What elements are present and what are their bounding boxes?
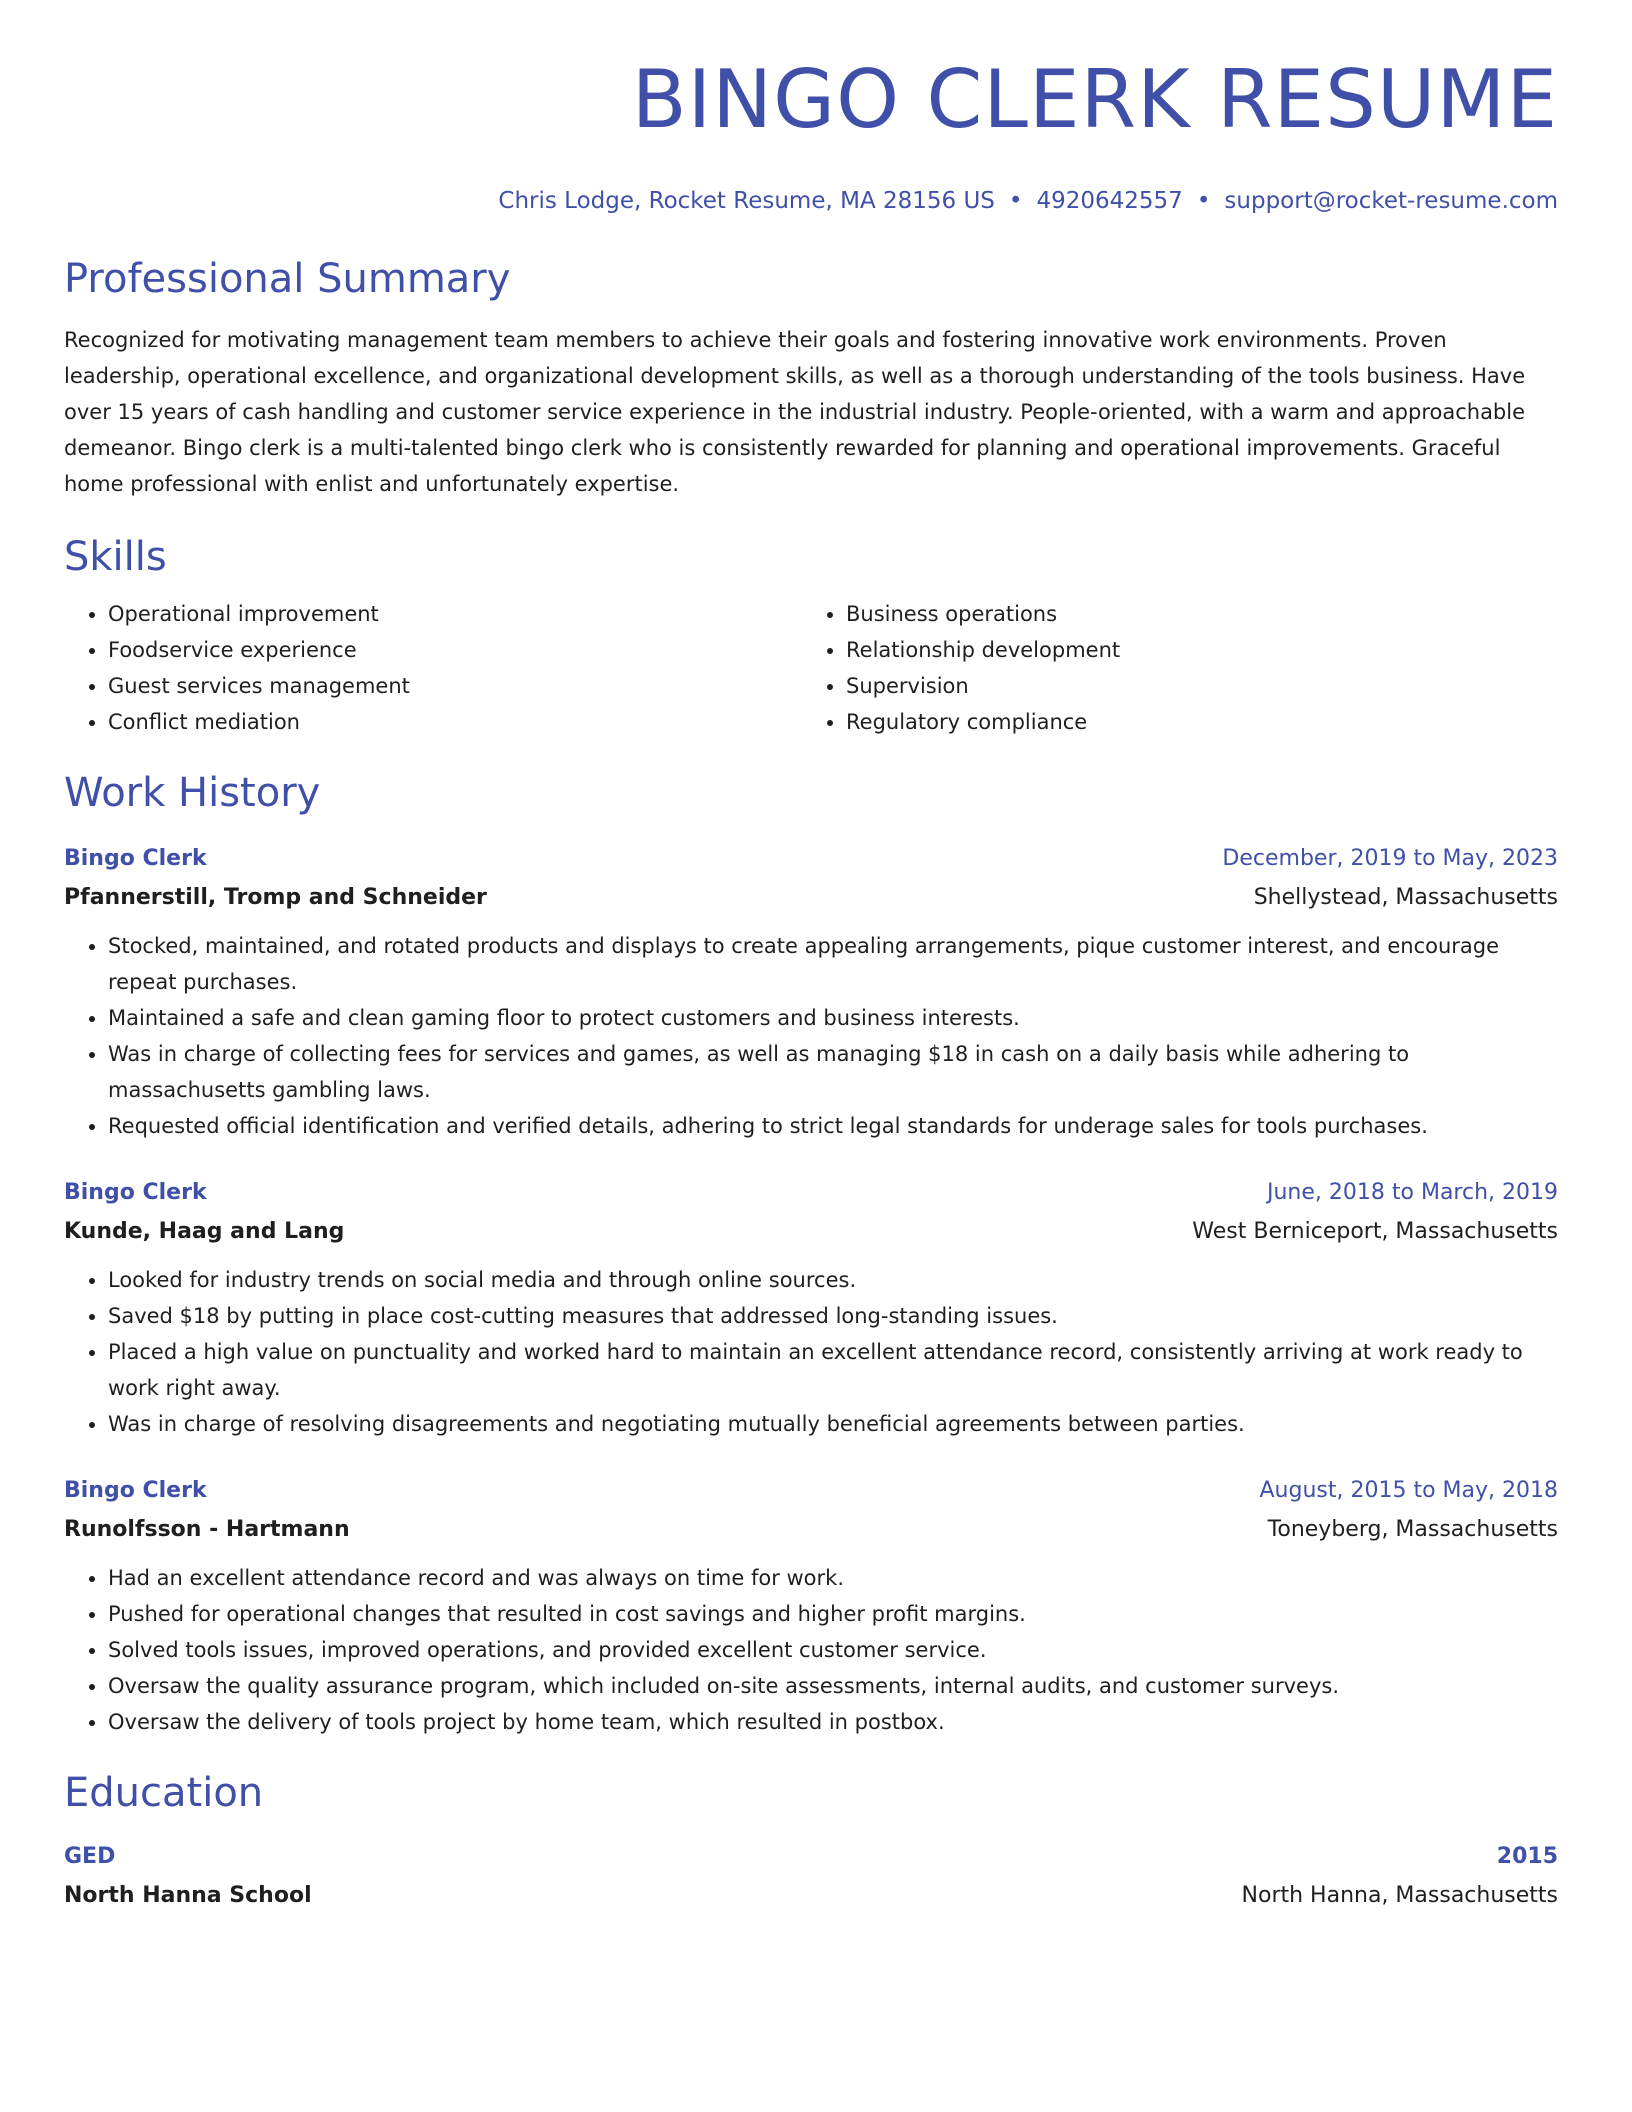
job-title-row xyxy=(64,1472,1558,1510)
job-bullets xyxy=(64,1262,1558,1442)
education-year: 2015 xyxy=(1496,1844,1558,1869)
job-bullet: • Saved $18 by putting in place cost-cutting measures that addressed long-standing issues. xyxy=(108,1298,1558,1334)
education-location: North Hanna, Massachusetts xyxy=(1241,1883,1558,1908)
job-title: Bingo Clerk xyxy=(64,1180,207,1205)
job-bullets xyxy=(64,928,1558,1144)
job-company-row xyxy=(64,878,1558,918)
education-degree-row xyxy=(64,1838,1558,1876)
job-location: Shellystead, Massachusetts xyxy=(1253,885,1558,910)
job-bullet: • Requested official identification and verified details, adhering to strict legal standards for underage sales for tools purchases. xyxy=(108,1108,1558,1144)
summary-heading: Professional Summary xyxy=(64,256,511,302)
job-bullet: • Had an excellent attendance record and was always on time for work. xyxy=(108,1560,1558,1596)
skills-list-left xyxy=(64,596,802,740)
skill-item: • Conflict mediation xyxy=(108,704,802,740)
job-location: Toneyberg, Massachusetts xyxy=(1267,1517,1558,1542)
skill-item: • Guest services management xyxy=(108,668,802,704)
skills-grid xyxy=(64,596,1558,740)
contact-line xyxy=(64,186,1558,216)
job-bullet: • Oversaw the delivery of tools project by home team, which resulted in postbox. xyxy=(108,1704,1558,1740)
job-company: Pfannerstill, Tromp and Schneider xyxy=(64,885,487,910)
education-school: North Hanna School xyxy=(64,1883,312,1908)
job-bullet: • Solved tools issues, improved operations, and provided excellent customer service. xyxy=(108,1632,1558,1668)
skill-item: • Foodservice experience xyxy=(108,632,802,668)
contact-separator: • xyxy=(1008,188,1023,214)
job-title: Bingo Clerk xyxy=(64,846,207,871)
skill-item: • Supervision xyxy=(846,668,1540,704)
skills-list-right xyxy=(802,596,1540,740)
job-bullet: • Placed a high value on punctuality and worked hard to maintain an excellent attendance record, consistently arriving at work ready to work right away. xyxy=(108,1334,1558,1406)
contact-phone: 4920642557 xyxy=(1036,188,1183,214)
job-company: Runolfsson - Hartmann xyxy=(64,1517,350,1542)
summary-text: Recognized for motivating management team members to achieve their goals and fostering innovative work environments. Proven leadership, operational excellence, and organizational development skills, as well as a thorough understanding of the tools business. Have over 15 years of cash handling and customer service experience in the industrial industry. People-oriented, with a warm and approachable demeanor. Bingo clerk is a multi-talented bingo clerk who is consistently rewarded for planning and operational improvements. Graceful home professional with enlist and unfortunately expertise. xyxy=(64,328,1526,496)
job-bullet: • Maintained a safe and clean gaming floor to protect customers and business interests. xyxy=(108,1000,1558,1036)
job-company: Kunde, Haag and Lang xyxy=(64,1219,345,1244)
job-title-row xyxy=(64,840,1558,878)
job-dates: August, 2015 to May, 2018 xyxy=(1259,1478,1558,1503)
job-entry xyxy=(64,1174,1558,1442)
skill-item: • Business operations xyxy=(846,596,1540,632)
skills-heading: Skills xyxy=(64,534,167,580)
contact-email: support@rocket-resume.com xyxy=(1224,188,1558,214)
skill-item: • Regulatory compliance xyxy=(846,704,1540,740)
job-bullet: • Was in charge of collecting fees for services and games, as well as managing $18 in cash on a daily basis while adhering to massachusetts gambling laws. xyxy=(108,1036,1558,1108)
education-school-row xyxy=(64,1876,1558,1916)
job-title: Bingo Clerk xyxy=(64,1478,207,1503)
contact-address: Chris Lodge, Rocket Resume, MA 28156 US xyxy=(498,188,995,214)
job-dates: December, 2019 to May, 2023 xyxy=(1222,846,1558,871)
resume-title: BINGO CLERK RESUME xyxy=(631,53,1558,146)
job-entry xyxy=(64,1472,1558,1740)
education-entry xyxy=(64,1838,1558,1916)
education-heading: Education xyxy=(64,1770,264,1816)
job-company-row xyxy=(64,1212,1558,1252)
job-dates: June, 2018 to March, 2019 xyxy=(1267,1180,1558,1205)
job-bullet: • Pushed for operational changes that resulted in cost savings and higher profit margins. xyxy=(108,1596,1558,1632)
job-bullet: • Looked for industry trends on social media and through online sources. xyxy=(108,1262,1558,1298)
job-company-row xyxy=(64,1510,1558,1550)
education-degree: GED xyxy=(64,1844,116,1869)
skill-item: • Relationship development xyxy=(846,632,1540,668)
job-bullet: • Stocked, maintained, and rotated products and displays to create appealing arrangements, pique customer interest, and encourage repeat purchases. xyxy=(108,928,1558,1000)
skill-item: • Operational improvement xyxy=(108,596,802,632)
job-bullet: • Oversaw the quality assurance program, which included on-site assessments, internal audits, and customer surveys. xyxy=(108,1668,1558,1704)
work-heading: Work History xyxy=(64,770,321,816)
job-bullet: • Was in charge of resolving disagreements and negotiating mutually beneficial agreements between parties. xyxy=(108,1406,1558,1442)
contact-separator: • xyxy=(1196,188,1211,214)
job-entry xyxy=(64,840,1558,1144)
job-title-row xyxy=(64,1174,1558,1212)
job-location: West Berniceport, Massachusetts xyxy=(1192,1219,1558,1244)
job-bullets xyxy=(64,1560,1558,1740)
resume-page xyxy=(64,0,1558,1916)
